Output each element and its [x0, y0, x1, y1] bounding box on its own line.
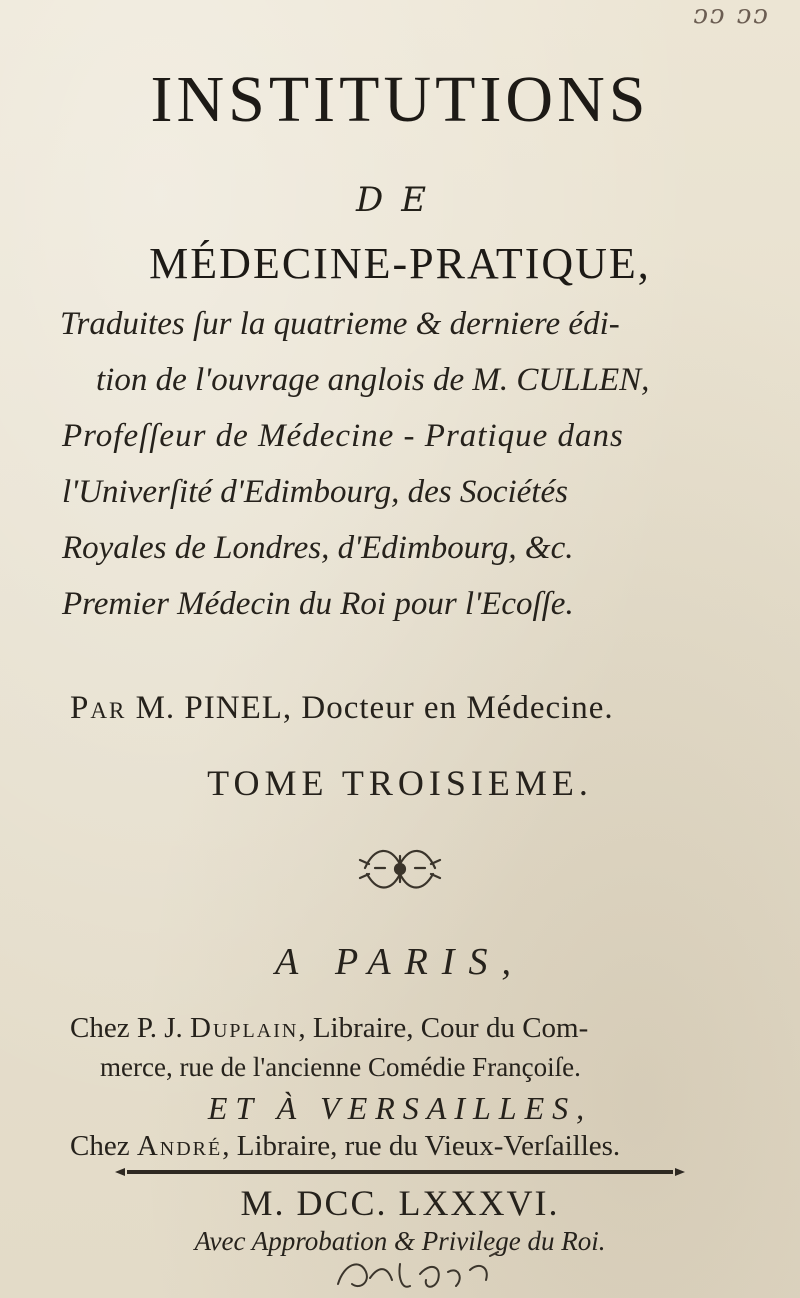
decorative-rule	[115, 1167, 685, 1177]
translation-line-3: Profeſſeur de Médecine - Pratique dans	[62, 418, 624, 454]
translation-line-5: Royales de Londres, d'Edimbourg, &c.	[62, 530, 574, 566]
fleuron-ornament	[355, 838, 445, 898]
book-subtitle: MÉDECINE-PRATIQUE,	[149, 239, 651, 288]
publisher-versailles-name: André	[136, 1130, 223, 1162]
handwritten-signature	[330, 1244, 510, 1298]
translation-line-2: tion de l'ouvrage anglois de M. CULLEN,	[96, 362, 650, 398]
publication-date: M. DCC. LXXXVI.	[240, 1183, 560, 1223]
corner-handwritten-mark: ᴐᴐ ᴐᴐ	[693, 0, 770, 30]
book-title: INSTITUTIONS	[150, 63, 650, 136]
city-versailles: ET À VERSAILLES,	[207, 1090, 593, 1126]
approbation-line: Avec Approbation & Privilege du Roi.	[194, 1226, 606, 1256]
publisher-versailles-line	[70, 1130, 620, 1163]
publisher-paris-line-1	[70, 1012, 588, 1045]
publisher-paris-address: , Libraire, Cour du Com-	[298, 1012, 589, 1044]
translation-line-1: Traduites ſur la quatrieme & derniere édi-	[60, 306, 620, 342]
publisher-paris-name: Duplain	[190, 1012, 299, 1044]
author-prefix: Par	[70, 690, 127, 726]
publisher-versailles-prefix: Chez	[70, 1130, 130, 1162]
author-line	[70, 690, 614, 727]
author-name: M. PINEL, Docteur en Médecine.	[135, 690, 614, 726]
translation-line-4: l'Univerſité d'Edimbourg, des Sociétés	[62, 474, 568, 510]
publisher-paris-line-2: merce, rue de l'ancienne Comédie Françoiſe.	[100, 1052, 581, 1082]
translation-line-6: Premier Médecin du Roi pour l'Ecoſſe.	[62, 586, 574, 622]
tome-volume: TOME TROISIEME.	[207, 763, 593, 803]
title-de: DE	[355, 180, 445, 220]
city-paris: A PARIS,	[275, 941, 525, 983]
publisher-versailles-address: , Libraire, rue du Vieux-Verſailles.	[222, 1130, 621, 1162]
publisher-paris-prefix: Chez P. J.	[70, 1012, 183, 1044]
